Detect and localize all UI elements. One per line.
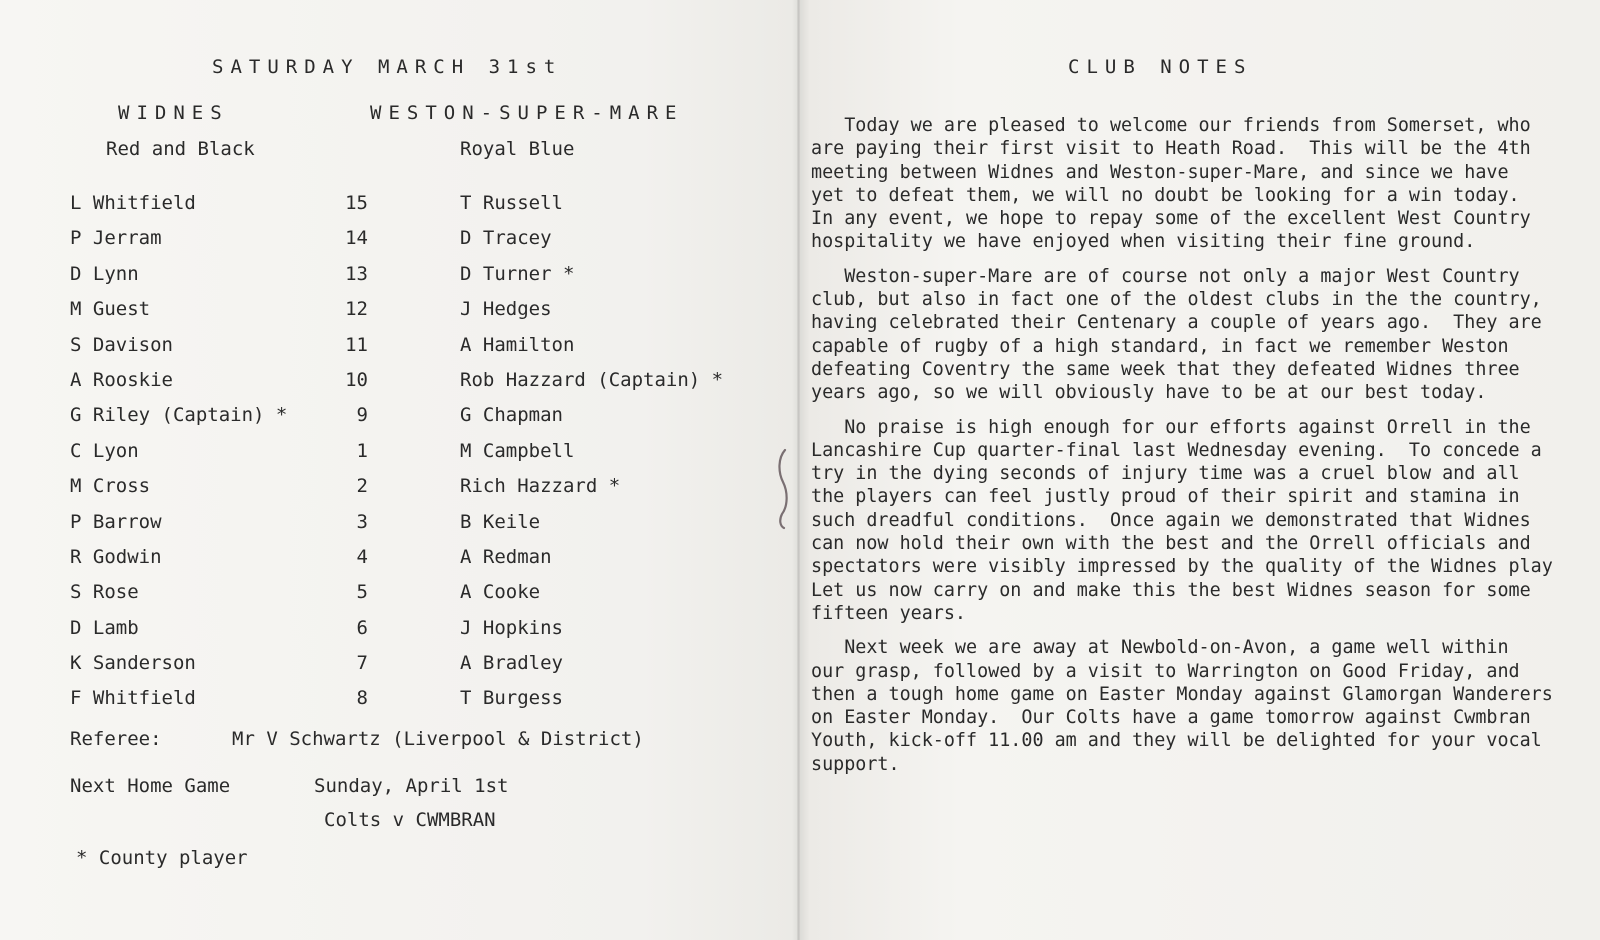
club-notes-title: CLUB NOTES [1068,56,1253,78]
away-player: A Hamilton [460,333,575,356]
notes-line: Let us now carry on and make this the best Widnes season for some [811,579,1531,601]
notes-paragraph [811,636,1589,776]
notes-line: support. [811,753,900,775]
notes-line: can now hold their own with the best and the Orrell officials and [811,533,1531,555]
away-player: D Turner * [460,262,575,285]
county-player-footnote: * County player [76,847,248,869]
away-player: A Cooke [460,581,541,604]
notes-line: Lancashire Cup quarter-final last Wednesday evening. To concede a [811,439,1542,461]
home-player: A Rooskie [70,368,173,391]
roster-row [70,369,770,404]
away-team-name: WESTON-SUPER-MARE [370,102,684,124]
notes-line: on Easter Monday. Our Colts have a game tomorrow against Cwmbran [811,707,1531,729]
home-team-name: WIDNES [118,102,229,124]
notes-line: the players can feel justly proud of their spirit and stamina in [811,486,1520,508]
referee-name: Mr V Schwartz (Liverpool & District) [232,728,644,750]
shirt-number: 10 [345,368,368,391]
shirt-number: 2 [356,475,368,498]
notes-line: No praise is high enough for our efforts against Orrell in the [811,416,1531,438]
home-player: D Lamb [70,616,139,639]
roster-row [70,652,770,687]
home-player: G Riley (Captain) * [70,404,288,427]
home-player: R Godwin [70,545,162,568]
next-home-game-fixture: Colts v CWMBRAN [324,809,496,831]
home-player: K Sanderson [70,652,196,675]
shirt-number: 11 [345,333,368,356]
notes-line: yet to defeat them, we will no doubt be looking for a win today. [811,184,1520,206]
roster-row [70,617,770,652]
shirt-number: 14 [345,227,368,250]
away-player: J Hopkins [460,616,563,639]
shirt-number: 5 [356,581,368,604]
away-player: D Tracey [460,227,552,250]
team-sheet-page [0,0,798,940]
shirt-number: 9 [356,404,368,427]
away-player: A Bradley [460,652,563,675]
notes-line: In any event, we hope to repay some of the excellent West Country [811,208,1531,230]
referee-label: Referee: [70,728,162,750]
notes-line: Next week we are away at Newbold-on-Avon, a game well within [811,637,1509,659]
paragraph-gap [811,254,1589,265]
away-player: T Burgess [460,687,563,710]
club-notes-page [800,0,1600,940]
next-home-game-date: Sunday, April 1st [314,775,509,797]
home-player: F Whitfield [70,687,196,710]
roster-row [70,192,770,227]
paragraph-gap [811,405,1589,416]
home-player: P Barrow [70,510,162,533]
away-player: T Russell [460,192,563,214]
roster-row [70,440,770,475]
roster-row [70,581,770,616]
shirt-number: 15 [345,192,368,214]
match-date: SATURDAY MARCH 31st [212,56,563,78]
notes-line: years ago, so we will obviously have to be at our best today. [811,382,1487,404]
notes-line: spectators were visibly impressed by the quality of the Widnes play [811,556,1553,578]
notes-paragraph [811,114,1589,254]
home-player: D Lynn [70,262,139,285]
shirt-number: 13 [345,262,368,285]
home-player: P Jerram [70,227,162,250]
club-notes-body [811,114,1589,776]
away-player: M Campbell [460,439,575,462]
away-player: Rob Hazzard (Captain) * [460,368,724,391]
home-player: M Guest [70,298,151,321]
away-player: J Hedges [460,298,552,321]
notes-line: having celebrated their Centenary a couple of years ago. They are [811,312,1542,334]
shirt-number: 3 [356,510,368,533]
roster-row [70,227,770,262]
staple-icon [776,448,790,530]
roster-row [70,263,770,298]
shirt-number: 12 [345,298,368,321]
roster-row [70,404,770,439]
shirt-number: 1 [356,439,368,462]
home-player: S Rose [70,581,139,604]
away-player: G Chapman [460,404,563,427]
shirt-number: 6 [356,616,368,639]
notes-line: are paying their first visit to Heath Road. This will be the 4th [811,138,1531,160]
notes-line: Today we are pleased to welcome our friends from Somerset, who [811,115,1531,136]
roster-row [70,546,770,581]
roster-row [70,511,770,546]
notes-line: defeating Coventry the same week that they defeated Widnes three [811,358,1520,380]
notes-line: capable of rugby of a high standard, in fact we remember Weston [811,335,1509,357]
notes-line: try in the dying seconds of injury time was a cruel blow and all [811,463,1520,485]
roster-row [70,298,770,333]
notes-line: Weston-super-Mare are of course not only a major West Country [811,265,1520,287]
home-player: S Davison [70,333,173,356]
notes-paragraph [811,416,1589,626]
notes-line: club, but also in fact one of the oldest clubs in the the country, [811,289,1542,311]
notes-line: hospitality we have enjoyed when visiting their fine ground. [811,231,1476,253]
notes-line: such dreadful conditions. Once again we demonstrated that Widnes [811,509,1531,531]
notes-paragraph [811,265,1589,405]
next-home-game-label: Next Home Game [70,775,231,797]
away-player: Rich Hazzard * [460,475,621,498]
away-player: A Redman [460,545,552,568]
paragraph-gap [811,625,1589,636]
shirt-number: 8 [356,687,368,710]
notes-line: Youth, kick-off 11.00 am and they will be delighted for your vocal [811,730,1542,752]
roster-row [70,475,770,510]
roster-row [70,334,770,369]
home-player: C Lyon [70,439,139,462]
roster-row [70,687,770,722]
notes-line: meeting between Widnes and Weston-super-Mare, and since we have [811,161,1509,183]
notes-line: fifteen years. [811,602,967,624]
shirt-number: 7 [356,652,368,675]
team-roster [70,192,770,723]
home-player: L Whitfield [70,192,196,214]
away-player: B Keile [460,510,541,533]
away-team-colors: Royal Blue [460,138,575,160]
notes-line: then a tough home game on Easter Monday against Glamorgan Wanderers [811,683,1553,705]
notes-line: our grasp, followed by a visit to Warrington on Good Friday, and [811,660,1520,682]
shirt-number: 4 [356,545,368,568]
home-team-colors: Red and Black [106,138,255,160]
home-player: M Cross [70,475,151,498]
